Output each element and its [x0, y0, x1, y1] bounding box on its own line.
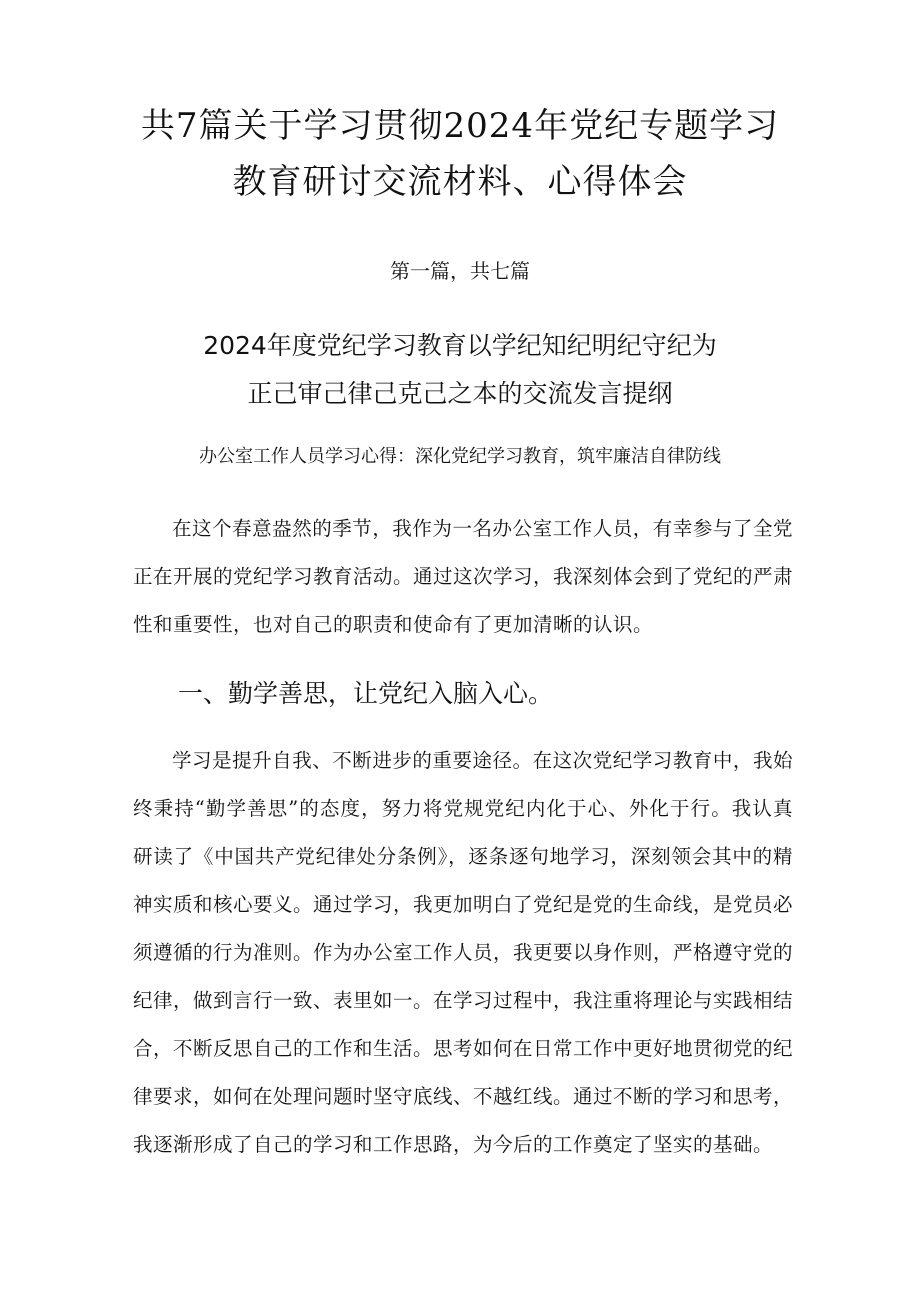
article-tagline: 办公室工作人员学习心得：深化党纪学习教育，筑牢廉洁自律防线	[199, 446, 721, 467]
section-1-paragraph: 学习是提升自我、不断进步的重要途径。在这次党纪学习教育中，我始终秉持“勤学善思”的态度，努力将党规党纪内化于心、外化于行。我认真研读了《中国共产党纪律处分条例》，逐条逐句地学习，深刻领会其中的精神实质和核心要义。通过学习，我更加明白了党纪是党的生命线，是党员必须遵循的行为准则。作为办公室工作人员，我更要以身作则，严格遵守党的纪律，做到言行一致、表里如一。在学习过程中，我注重将理论与实践相结合，不断反思自己的工作和生活。思考如何在日常工作中更好地贯彻党的纪律要求，如何在处理问题时坚守底线、不越红线。通过不断的学习和思考，我逐渐形成了自己的学习和工作思路，为今后的工作奠定了坚实的基础。	[133, 749, 794, 1156]
section-1-heading: 一、勤学善思，让党纪入脑入心。	[178, 679, 554, 708]
document-title-line-1: 共7篇关于学习贯彻2024年党纪专题学习	[140, 106, 780, 146]
intro-paragraph: 在这个春意盎然的季节，我作为一名办公室工作人员，有幸参与了全党正在开展的党纪学习教育活动。通过这次学习，我深刻体会到了党纪的严肃性和重要性，也对自己的职责和使命有了更加清晰的认识。	[133, 517, 794, 636]
document-title	[100, 98, 820, 210]
article-title-line-1: 2024年度党纪学习教育以学纪知纪明纪守纪为	[203, 331, 717, 360]
article-title	[120, 322, 800, 418]
article-title-line-2: 正己审己律己克己之本的交流发言提纲	[247, 379, 673, 408]
document-title-line-2: 教育研讨交流材料、心得体会	[232, 162, 688, 202]
part-label: 第一篇，共七篇	[390, 259, 530, 283]
